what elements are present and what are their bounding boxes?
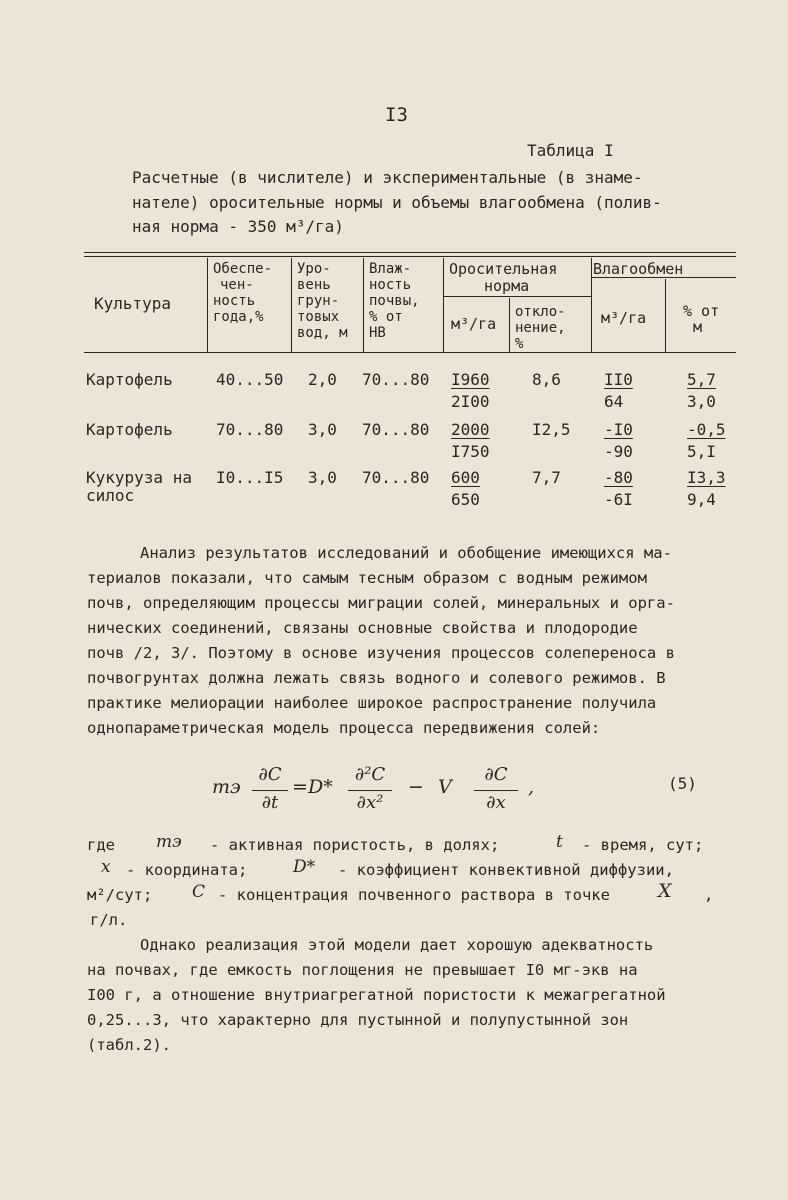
cell-deviation: 8,6 (532, 370, 561, 389)
table-header-rule (84, 352, 736, 353)
col-divider (591, 258, 592, 352)
def-c-text: - концентрация почвенного раствора в точке (218, 886, 610, 904)
def-t-text: - время, сут; (582, 836, 704, 854)
cell-supply: 40...50 (216, 370, 284, 389)
fraction-bar (348, 790, 392, 791)
col-divider (665, 279, 666, 352)
col-divider (363, 258, 364, 352)
cell-deviation: 7,7 (532, 468, 561, 487)
cell-pct-exp: 9,4 (687, 490, 716, 509)
caption-line: ная норма - 350 м³/га) (132, 217, 344, 236)
cell-groundwater: 3,0 (308, 420, 337, 439)
paragraph-line: однопараметрическая модель процесса передвижения солей: (87, 719, 601, 737)
formula-t3-den: ∂x (486, 792, 506, 813)
paragraph-line: Однако реализация этой модели дает хорошую адекватность (140, 936, 654, 954)
header-irrigation: Оросительная (449, 260, 558, 278)
cell-crop: Кукуруза на (86, 468, 192, 487)
cell-crop: Картофель (86, 370, 173, 389)
cell-pct-calc: 5,7 (687, 370, 716, 389)
fraction-bar (252, 790, 288, 791)
paragraph-line: почв, определяющим процессы миграции солей, минеральных и орга- (87, 594, 675, 612)
col-divider (207, 258, 208, 352)
paragraph-line: практике мелиорации наиболее широкое распространение получила (87, 694, 657, 712)
def-x-symbol: x (101, 857, 111, 877)
cell-groundwater: 3,0 (308, 468, 337, 487)
formula-t1-den: ∂t (261, 792, 279, 813)
cell-exchange-calc: II0 (604, 370, 633, 389)
caption-line: Расчетные (в числителе) и экспериментальные (в знаме- (132, 168, 643, 187)
def-gde: где (87, 836, 115, 854)
paragraph-line: почв /2, 3/. Поэтому в основе изучения процессов солепереноса в (87, 644, 675, 662)
col-divider (443, 258, 444, 352)
formula-t2-num: ∂²C (354, 764, 386, 785)
col-divider (509, 298, 510, 352)
table-caption (132, 166, 662, 240)
cell-pct-calc: -0,5 (687, 420, 726, 439)
cell-exchange-calc: -I0 (604, 420, 633, 439)
table-top-rule (84, 252, 736, 253)
header-exchange-pct: % от м (683, 302, 720, 336)
header-irrigation-sub: норма (484, 277, 530, 295)
header-irrigation-m3: м³/га (451, 315, 497, 333)
formula-t2-den: ∂x² (356, 792, 384, 813)
paragraph-line: 0,25...3, что характерно для пустынной и полупустынной зон (87, 1011, 629, 1029)
col-divider (291, 258, 292, 352)
def-c-symbol: C (192, 882, 206, 902)
cell-moisture: 70...80 (362, 370, 430, 389)
formula-v: V (438, 776, 452, 798)
cell-exchange-calc: -80 (604, 468, 633, 487)
cell-deviation: I2,5 (532, 420, 571, 439)
formula-t3-num: ∂C (484, 764, 508, 785)
paragraph-line: I00 г, а отношение внутриагрегатной пористости к межагрегатной (87, 986, 666, 1004)
def-units: м²/сут; (87, 886, 153, 904)
paragraph-line: почвогрунтах должна лежать связь водного и солевого режимов. В (87, 669, 666, 687)
cell-groundwater: 2,0 (308, 370, 337, 389)
cell-exchange-exp: 64 (604, 392, 624, 411)
def-d-text: - коэффициент конвективной диффузии, (338, 861, 674, 879)
cell-pct-calc: I3,3 (687, 468, 726, 487)
def-m-text: - активная пористость, в долях; (210, 836, 500, 854)
cell-crop: Картофель (86, 420, 173, 439)
def-x-text: - координата; (126, 861, 248, 879)
formula-minus: − (408, 776, 424, 798)
def-comma: , (704, 886, 714, 904)
header-crop: Культура (94, 294, 172, 313)
header-deviation: откло- нение, % (515, 304, 566, 352)
formula-eq: = (292, 776, 308, 798)
def-t-symbol: t (556, 832, 563, 852)
def-m-symbol: mэ (156, 832, 182, 852)
formula-lhs: mэ (212, 776, 241, 798)
cell-irrigation-calc: I960 (451, 370, 490, 389)
def-X-symbol: X (658, 880, 672, 902)
formula-number: (5) (668, 774, 697, 793)
header-groundwater: Уро- вень грун- товых вод, м (297, 261, 348, 341)
formula-coef: D* (308, 776, 333, 798)
cell-exchange-exp: -6I (604, 490, 633, 509)
header-moisture: Влаж- ность почвы, % от НВ (369, 261, 420, 341)
header-exchange-m3: м³/га (601, 309, 647, 327)
def-d-symbol: D* (293, 857, 316, 877)
cell-supply: 70...80 (216, 420, 284, 439)
formula-comma: , (528, 776, 535, 798)
cell-irrigation-exp: I750 (451, 442, 490, 461)
formula-t1-num: ∂C (258, 764, 282, 785)
def-gl: г/л. (90, 911, 128, 929)
paragraph-line: (табл.2). (87, 1036, 171, 1054)
header-exchange: Влагообмен (593, 260, 684, 278)
cell-irrigation-exp: 650 (451, 490, 480, 509)
cell-pct-exp: 5,I (687, 442, 716, 461)
table-top-rule-inner (84, 256, 736, 257)
cell-irrigation-calc: 2000 (451, 420, 490, 439)
table-label: Таблица I (527, 141, 614, 160)
cell-irrigation-calc: 600 (451, 468, 480, 487)
cell-moisture: 70...80 (362, 468, 430, 487)
caption-line: нателе) оросительные нормы и объемы влагообмена (полив- (132, 192, 662, 212)
cell-pct-exp: 3,0 (687, 392, 716, 411)
cell-crop-cont: силос (86, 486, 135, 505)
fraction-bar (474, 790, 518, 791)
cell-moisture: 70...80 (362, 420, 430, 439)
cell-supply: I0...I5 (216, 468, 284, 487)
header-supply: Обеспе- чен- ность года,% (213, 261, 273, 325)
paragraph-line: на почвах, где емкость поглощения не превышает I0 мг-экв на (87, 961, 638, 979)
page-number: I3 (385, 104, 408, 126)
paragraph-line: нических соединений, связаны основные свойства и плодородие (87, 619, 638, 637)
paragraph-line: териалов показали, что самым тесным образом с водным режимом (87, 569, 647, 587)
cell-exchange-exp: -90 (604, 442, 633, 461)
cell-irrigation-exp: 2I00 (451, 392, 490, 411)
paragraph-line: Анализ результатов исследований и обобщение имеющихся ма- (140, 544, 672, 562)
irrigation-subrule (443, 296, 591, 297)
